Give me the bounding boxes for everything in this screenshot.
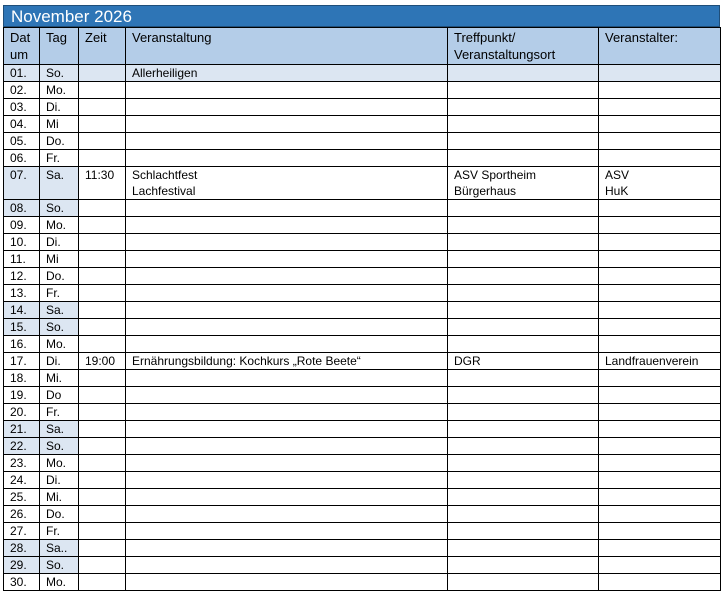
weekday-cell: Mo. bbox=[40, 574, 79, 591]
organizer-cell bbox=[599, 133, 721, 150]
event-cell bbox=[126, 167, 448, 200]
weekday-cell: Sa.. bbox=[40, 540, 79, 557]
table-row bbox=[4, 523, 721, 540]
location-cell bbox=[448, 523, 599, 540]
weekday-cell: Di. bbox=[40, 99, 79, 116]
header-row bbox=[4, 28, 721, 65]
header-datum-line1: Dat bbox=[10, 30, 31, 45]
date-cell: 03. bbox=[4, 99, 40, 116]
time-cell: 19:00 bbox=[79, 353, 126, 370]
weekday-cell: Do. bbox=[40, 506, 79, 523]
location-cell-line: Bürgerhaus bbox=[454, 184, 517, 198]
weekday-cell: Sa. bbox=[40, 421, 79, 438]
time-cell bbox=[79, 404, 126, 421]
location-cell bbox=[448, 353, 599, 370]
time-cell bbox=[79, 65, 126, 82]
table-row bbox=[4, 133, 721, 150]
event-cell bbox=[126, 387, 448, 404]
time-cell bbox=[79, 99, 126, 116]
date-cell: 17. bbox=[4, 353, 40, 370]
organizer-cell bbox=[599, 404, 721, 421]
date-cell: 11. bbox=[4, 251, 40, 268]
event-cell bbox=[126, 523, 448, 540]
event-cell bbox=[126, 540, 448, 557]
weekday-cell: Do. bbox=[40, 133, 79, 150]
event-cell bbox=[126, 319, 448, 336]
event-cell-line: Schlachtfest bbox=[132, 168, 198, 182]
weekday-cell: Do. bbox=[40, 268, 79, 285]
time-cell: 11:30 bbox=[79, 167, 126, 200]
organizer-cell-line: Landfrauenverein bbox=[605, 354, 699, 368]
table-row bbox=[4, 116, 721, 133]
weekday-cell: Fr. bbox=[40, 150, 79, 167]
date-cell: 21. bbox=[4, 421, 40, 438]
date-cell: 09. bbox=[4, 217, 40, 234]
organizer-cell bbox=[599, 65, 721, 82]
table-row bbox=[4, 353, 721, 370]
location-cell bbox=[448, 540, 599, 557]
event-cell bbox=[126, 421, 448, 438]
organizer-cell bbox=[599, 540, 721, 557]
location-cell bbox=[448, 251, 599, 268]
organizer-cell bbox=[599, 557, 721, 574]
table-row bbox=[4, 336, 721, 353]
organizer-cell-line: HuK bbox=[605, 184, 629, 198]
date-cell: 18. bbox=[4, 370, 40, 387]
organizer-cell bbox=[599, 99, 721, 116]
time-cell bbox=[79, 319, 126, 336]
date-cell: 30. bbox=[4, 574, 40, 591]
table-row bbox=[4, 217, 721, 234]
location-cell bbox=[448, 133, 599, 150]
event-cell bbox=[126, 472, 448, 489]
weekday-cell: So. bbox=[40, 438, 79, 455]
location-cell bbox=[448, 489, 599, 506]
location-cell bbox=[448, 150, 599, 167]
location-cell-line: ASV Sportheim bbox=[454, 168, 537, 182]
location-cell bbox=[448, 167, 599, 200]
date-cell: 10. bbox=[4, 234, 40, 251]
time-cell bbox=[79, 540, 126, 557]
event-cell-line: Lachfestival bbox=[132, 184, 196, 198]
location-cell bbox=[448, 336, 599, 353]
table-row bbox=[4, 540, 721, 557]
organizer-cell bbox=[599, 336, 721, 353]
table-row bbox=[4, 506, 721, 523]
weekday-cell: Di. bbox=[40, 234, 79, 251]
table-row bbox=[4, 421, 721, 438]
event-cell bbox=[126, 404, 448, 421]
header-ort-line2: Veranstaltungsort bbox=[454, 47, 556, 62]
date-cell: 01. bbox=[4, 65, 40, 82]
event-cell bbox=[126, 82, 448, 99]
weekday-cell: So. bbox=[40, 65, 79, 82]
table-row bbox=[4, 99, 721, 116]
header-veranstalter: Veranstalter: bbox=[599, 28, 721, 65]
organizer-cell bbox=[599, 285, 721, 302]
table-row bbox=[4, 167, 721, 200]
event-cell bbox=[126, 116, 448, 133]
calendar-sheet bbox=[3, 5, 720, 591]
table-row bbox=[4, 574, 721, 591]
date-cell: 26. bbox=[4, 506, 40, 523]
date-cell: 07. bbox=[4, 167, 40, 200]
date-cell: 23. bbox=[4, 455, 40, 472]
table-row bbox=[4, 285, 721, 302]
weekday-cell: Mi bbox=[40, 251, 79, 268]
event-cell bbox=[126, 268, 448, 285]
weekday-cell: Fr. bbox=[40, 285, 79, 302]
time-cell bbox=[79, 370, 126, 387]
time-cell bbox=[79, 217, 126, 234]
table-row bbox=[4, 489, 721, 506]
weekday-cell: Mi bbox=[40, 116, 79, 133]
organizer-cell bbox=[599, 234, 721, 251]
location-cell bbox=[448, 472, 599, 489]
location-cell bbox=[448, 200, 599, 217]
location-cell bbox=[448, 387, 599, 404]
location-cell bbox=[448, 99, 599, 116]
date-cell: 16. bbox=[4, 336, 40, 353]
table-row bbox=[4, 438, 721, 455]
table-row bbox=[4, 251, 721, 268]
weekday-cell: Fr. bbox=[40, 523, 79, 540]
organizer-cell bbox=[599, 116, 721, 133]
organizer-cell bbox=[599, 472, 721, 489]
event-cell bbox=[126, 65, 448, 82]
weekday-cell: Sa. bbox=[40, 167, 79, 200]
event-cell bbox=[126, 574, 448, 591]
date-cell: 06. bbox=[4, 150, 40, 167]
events-table bbox=[3, 27, 721, 591]
date-cell: 04. bbox=[4, 116, 40, 133]
weekday-cell: Mo. bbox=[40, 336, 79, 353]
month-title: November 2026 bbox=[3, 5, 720, 27]
event-cell bbox=[126, 217, 448, 234]
location-cell bbox=[448, 421, 599, 438]
weekday-cell: So. bbox=[40, 200, 79, 217]
weekday-cell: Do bbox=[40, 387, 79, 404]
time-cell bbox=[79, 336, 126, 353]
table-row bbox=[4, 268, 721, 285]
table-row bbox=[4, 455, 721, 472]
organizer-cell bbox=[599, 455, 721, 472]
event-cell bbox=[126, 455, 448, 472]
time-cell bbox=[79, 387, 126, 404]
event-cell bbox=[126, 557, 448, 574]
table-row bbox=[4, 200, 721, 217]
location-cell bbox=[448, 557, 599, 574]
event-cell bbox=[126, 234, 448, 251]
header-ort-line1: Treffpunkt/ bbox=[454, 30, 516, 45]
table-row bbox=[4, 557, 721, 574]
header-datum bbox=[4, 28, 40, 65]
organizer-cell bbox=[599, 421, 721, 438]
organizer-cell bbox=[599, 438, 721, 455]
organizer-cell bbox=[599, 302, 721, 319]
time-cell bbox=[79, 285, 126, 302]
organizer-cell bbox=[599, 506, 721, 523]
date-cell: 25. bbox=[4, 489, 40, 506]
location-cell bbox=[448, 404, 599, 421]
weekday-cell: So. bbox=[40, 319, 79, 336]
weekday-cell: Mo. bbox=[40, 217, 79, 234]
time-cell bbox=[79, 268, 126, 285]
time-cell bbox=[79, 200, 126, 217]
date-cell: 14. bbox=[4, 302, 40, 319]
date-cell: 29. bbox=[4, 557, 40, 574]
header-datum-line2: um bbox=[10, 47, 29, 62]
location-cell bbox=[448, 455, 599, 472]
time-cell bbox=[79, 506, 126, 523]
date-cell: 19. bbox=[4, 387, 40, 404]
header-tag: Tag bbox=[40, 28, 79, 65]
organizer-cell bbox=[599, 82, 721, 99]
date-cell: 12. bbox=[4, 268, 40, 285]
time-cell bbox=[79, 455, 126, 472]
header-zeit: Zeit bbox=[79, 28, 126, 65]
date-cell: 05. bbox=[4, 133, 40, 150]
location-cell bbox=[448, 217, 599, 234]
table-row bbox=[4, 370, 721, 387]
organizer-cell bbox=[599, 251, 721, 268]
event-cell bbox=[126, 438, 448, 455]
weekday-cell: Mi. bbox=[40, 489, 79, 506]
date-cell: 28. bbox=[4, 540, 40, 557]
event-cell bbox=[126, 506, 448, 523]
header-ort bbox=[448, 28, 599, 65]
organizer-cell bbox=[599, 268, 721, 285]
event-cell bbox=[126, 99, 448, 116]
organizer-cell bbox=[599, 353, 721, 370]
table-row bbox=[4, 302, 721, 319]
weekday-cell: So. bbox=[40, 557, 79, 574]
organizer-cell bbox=[599, 489, 721, 506]
event-cell-line: Ernährungsbildung: Kochkurs „Rote Beete“ bbox=[132, 354, 361, 368]
time-cell bbox=[79, 251, 126, 268]
location-cell bbox=[448, 82, 599, 99]
time-cell bbox=[79, 489, 126, 506]
time-cell bbox=[79, 438, 126, 455]
header-veranstaltung: Veranstaltung bbox=[126, 28, 448, 65]
organizer-cell bbox=[599, 387, 721, 404]
location-cell bbox=[448, 506, 599, 523]
organizer-cell-line: ASV bbox=[605, 168, 630, 182]
organizer-cell bbox=[599, 217, 721, 234]
event-cell bbox=[126, 200, 448, 217]
date-cell: 22. bbox=[4, 438, 40, 455]
date-cell: 15. bbox=[4, 319, 40, 336]
time-cell bbox=[79, 116, 126, 133]
date-cell: 27. bbox=[4, 523, 40, 540]
event-cell bbox=[126, 251, 448, 268]
organizer-cell bbox=[599, 319, 721, 336]
location-cell bbox=[448, 65, 599, 82]
date-cell: 24. bbox=[4, 472, 40, 489]
table-row bbox=[4, 404, 721, 421]
time-cell bbox=[79, 472, 126, 489]
time-cell bbox=[79, 523, 126, 540]
event-cell bbox=[126, 489, 448, 506]
organizer-cell bbox=[599, 150, 721, 167]
weekday-cell: Mo. bbox=[40, 455, 79, 472]
location-cell bbox=[448, 116, 599, 133]
event-cell bbox=[126, 285, 448, 302]
table-row bbox=[4, 65, 721, 82]
table-row bbox=[4, 150, 721, 167]
weekday-cell: Di. bbox=[40, 353, 79, 370]
date-cell: 20. bbox=[4, 404, 40, 421]
time-cell bbox=[79, 302, 126, 319]
organizer-cell bbox=[599, 523, 721, 540]
event-cell bbox=[126, 353, 448, 370]
weekday-cell: Sa. bbox=[40, 302, 79, 319]
date-cell: 08. bbox=[4, 200, 40, 217]
time-cell bbox=[79, 557, 126, 574]
weekday-cell: Fr. bbox=[40, 404, 79, 421]
table-row bbox=[4, 387, 721, 404]
table-body bbox=[4, 65, 721, 591]
location-cell bbox=[448, 319, 599, 336]
location-cell bbox=[448, 370, 599, 387]
location-cell bbox=[448, 438, 599, 455]
time-cell bbox=[79, 82, 126, 99]
time-cell bbox=[79, 133, 126, 150]
location-cell-line: DGR bbox=[454, 354, 481, 368]
table-row bbox=[4, 234, 721, 251]
time-cell bbox=[79, 574, 126, 591]
weekday-cell: Di. bbox=[40, 472, 79, 489]
location-cell bbox=[448, 268, 599, 285]
date-cell: 13. bbox=[4, 285, 40, 302]
table-row bbox=[4, 319, 721, 336]
organizer-cell bbox=[599, 370, 721, 387]
location-cell bbox=[448, 234, 599, 251]
event-cell-line: Allerheiligen bbox=[132, 66, 198, 80]
location-cell bbox=[448, 302, 599, 319]
organizer-cell bbox=[599, 200, 721, 217]
organizer-cell bbox=[599, 574, 721, 591]
location-cell bbox=[448, 285, 599, 302]
event-cell bbox=[126, 336, 448, 353]
event-cell bbox=[126, 370, 448, 387]
weekday-cell: Mi. bbox=[40, 370, 79, 387]
table-row bbox=[4, 472, 721, 489]
time-cell bbox=[79, 421, 126, 438]
date-cell: 02. bbox=[4, 82, 40, 99]
organizer-cell bbox=[599, 167, 721, 200]
event-cell bbox=[126, 302, 448, 319]
event-cell bbox=[126, 133, 448, 150]
table-row bbox=[4, 82, 721, 99]
weekday-cell: Mo. bbox=[40, 82, 79, 99]
time-cell bbox=[79, 234, 126, 251]
time-cell bbox=[79, 150, 126, 167]
location-cell bbox=[448, 574, 599, 591]
event-cell bbox=[126, 150, 448, 167]
